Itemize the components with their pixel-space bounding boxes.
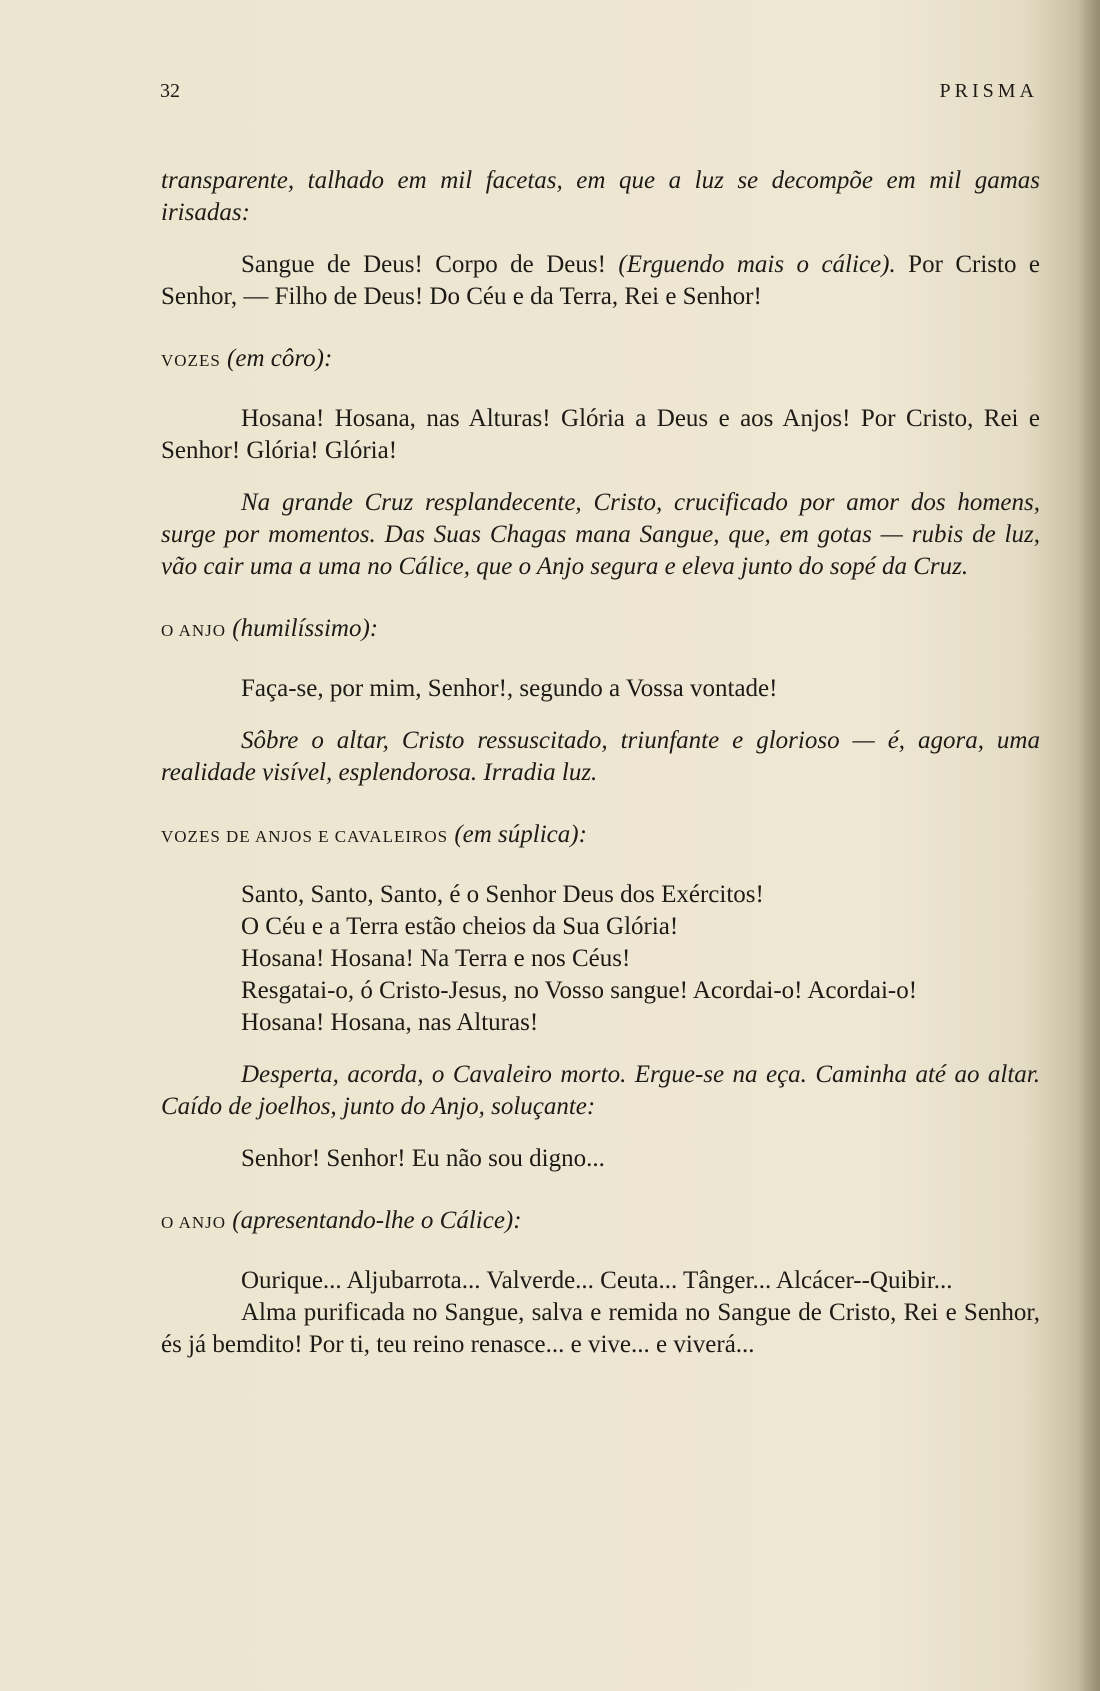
speaker-direction: (apresentando-lhe o Cálice): bbox=[226, 1207, 522, 1234]
dialogue-paragraph: Hosana! Hosana, nas Alturas! Glória a Deus e aos Anjos! Por Cristo, Rei e Senhor! Glória! Glória! bbox=[161, 405, 1040, 464]
dialogue-text: Sangue de Deus! Corpo de Deus! bbox=[241, 251, 619, 278]
speaker-direction: (humilíssimo): bbox=[226, 615, 379, 642]
stage-direction-paragraph: Sôbre o altar, Cristo ressuscitado, triunfante e glorioso — é, agora, uma realidade visível, esplendorosa. Irradia luz. bbox=[161, 727, 1040, 786]
speaker-name: VOZES bbox=[161, 351, 221, 370]
speaker-name: O ANJO bbox=[161, 621, 227, 640]
speaker-line bbox=[161, 1205, 1040, 1239]
stage-direction-paragraph: transparente, talhado em mil facetas, em que a luz se decompõe em mil gamas irisadas: bbox=[161, 167, 1040, 226]
stage-direction-paragraph: Desperta, acorda, o Cavaleiro morto. Ergue-se na eça. Caminha até ao altar. Caído de joelhos, junto do Anjo, soluçante: bbox=[161, 1061, 1040, 1120]
verse-line: Resgatai-o, ó Cristo-Jesus, no Vosso sangue! Acordai-o! Acordai-o! bbox=[241, 977, 918, 1004]
dialogue-paragraph: Faça-se, por mim, Senhor!, segundo a Vossa vontade! bbox=[241, 675, 778, 702]
speaker-direction: (em súplica): bbox=[448, 821, 587, 848]
verse-line: Hosana! Hosana! Na Terra e nos Céus! bbox=[241, 945, 631, 972]
verse-line: Hosana! Hosana, nas Alturas! bbox=[241, 1009, 539, 1036]
speaker-name: O ANJO bbox=[161, 1213, 227, 1232]
book-spine-shadow bbox=[1078, 0, 1100, 1691]
dialogue-paragraph: Ourique... Aljubarrota... Valverde... Ceuta... Tânger... Alcácer--Quibir... bbox=[241, 1267, 953, 1294]
speaker-name: VOZES DE ANJOS E CAVALEIROS bbox=[161, 827, 449, 846]
page-header bbox=[160, 80, 1038, 110]
running-title: PRISMA bbox=[939, 80, 1038, 102]
verse-line: O Céu e a Terra estão cheios da Sua Glória! bbox=[241, 913, 679, 940]
speaker-direction: (em côro): bbox=[220, 345, 333, 372]
speaker-line bbox=[161, 819, 1040, 853]
body-text bbox=[161, 165, 1040, 1361]
verse-line: Santo, Santo, Santo, é o Senhor Deus dos Exércitos! bbox=[241, 881, 764, 908]
stage-direction-paragraph: Na grande Cruz resplandecente, Cristo, crucificado por amor dos homens, surge por momentos. Das Suas Chagas mana Sangue, que, em gotas — rubis de luz, vão cair uma a uma no Cálice, que o Anjo segura e eleva junto do sopé da Cruz. bbox=[161, 489, 1040, 580]
stage-direction-inline: (Erguendo mais o cálice). bbox=[618, 251, 896, 278]
dialogue-paragraph: Senhor! Senhor! Eu não sou digno... bbox=[241, 1145, 605, 1172]
page-number: 32 bbox=[160, 80, 180, 102]
dialogue-paragraph: Alma purificada no Sangue, salva e remida no Sangue de Cristo, Rei e Senhor, és já bemdito! Por ti, teu reino renasce... e vive... e viverá... bbox=[161, 1299, 1040, 1358]
speaker-line bbox=[161, 343, 1040, 377]
speaker-line bbox=[161, 613, 1040, 647]
dialogue-text: Por Cristo e Senhor, — Filho de Deus! Do Céu e da Terra, Rei e Senhor! bbox=[161, 251, 1041, 310]
dialogue-paragraph bbox=[161, 249, 1040, 313]
